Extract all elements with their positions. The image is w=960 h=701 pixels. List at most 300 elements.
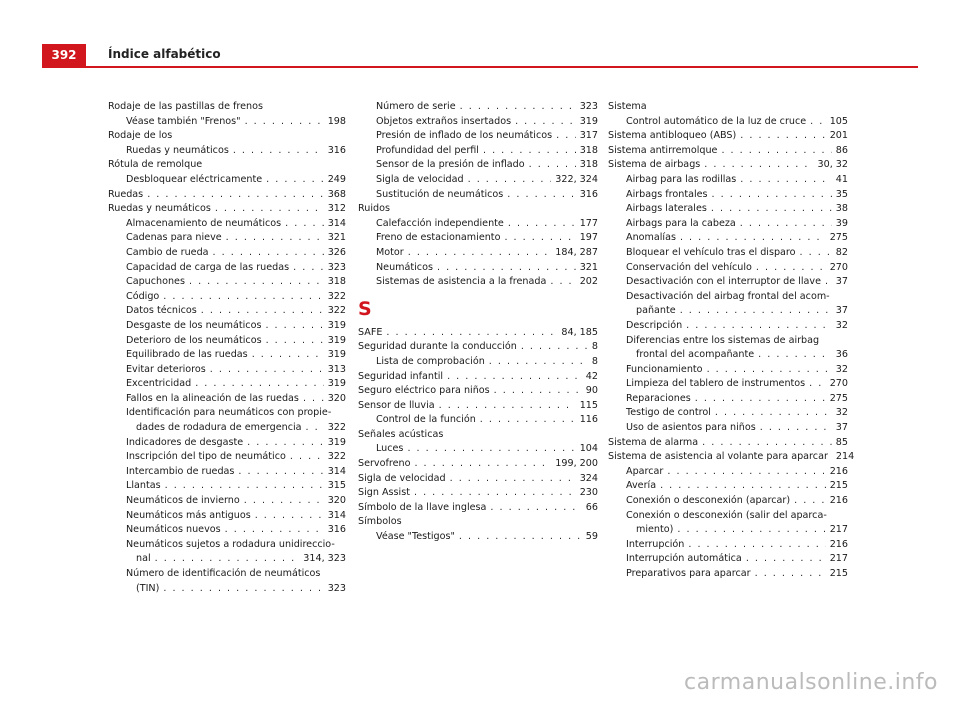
- dot-leader: [660, 479, 826, 494]
- index-entry: [108, 290, 346, 305]
- index-entry-page: 8: [591, 341, 598, 353]
- index-entry: [358, 231, 598, 246]
- index-entry-term: Preparativos para aparcar: [626, 568, 751, 579]
- index-entry-term: Airbags laterales: [626, 203, 707, 215]
- index-entry-page: 316: [327, 144, 346, 156]
- index-entry-page: 319: [327, 378, 346, 390]
- index-entry: [108, 115, 346, 130]
- index-entry-term: dades de rodadura de emergencia: [136, 422, 302, 434]
- dot-leader: [407, 442, 575, 457]
- dot-leader: [408, 246, 552, 261]
- index-entry-term: Anomalías: [626, 232, 676, 244]
- dot-leader: [680, 304, 832, 319]
- index-entry: [108, 509, 346, 524]
- index-entry-term: Véase "Testigos": [376, 531, 455, 543]
- index-entry: [358, 457, 598, 472]
- index-entry: [108, 275, 346, 290]
- index-entry: [608, 217, 848, 232]
- dot-leader: [721, 144, 831, 159]
- index-entry-page: 199, 200: [555, 458, 598, 470]
- index-heading: Símbolos: [358, 516, 402, 528]
- dot-leader: [226, 231, 324, 246]
- dot-leader: [414, 457, 551, 472]
- index-entry: [608, 567, 848, 582]
- index-entry: [358, 129, 598, 144]
- index-entry-page: 215: [829, 568, 848, 579]
- dot-leader: [245, 115, 324, 130]
- dot-leader: [460, 100, 576, 115]
- index-column-1: [108, 100, 346, 596]
- index-entry: [608, 523, 848, 538]
- index-entry-page: 315: [327, 480, 346, 492]
- watermark: carmanualsonline.info: [684, 670, 938, 695]
- dot-leader: [266, 334, 324, 349]
- index-entry-term: Equilibrado de las ruedas: [126, 349, 248, 361]
- index-entry-page: 42: [585, 370, 598, 382]
- index-entry-term: Interrupción: [626, 538, 685, 550]
- dot-leader: [550, 275, 575, 290]
- index-entry-term: Sensor de lluvia: [358, 399, 435, 411]
- index-entry-page: 84, 185: [561, 326, 598, 338]
- index-entry: [608, 231, 848, 246]
- index-entry-page: 115: [579, 399, 598, 411]
- dot-leader: [702, 436, 832, 451]
- dot-leader: [556, 129, 576, 144]
- index-entry: [608, 377, 848, 392]
- index-entry: [608, 494, 848, 509]
- dot-leader: [414, 486, 576, 501]
- index-entry: [358, 246, 598, 261]
- dot-leader: [504, 231, 575, 246]
- dot-leader: [147, 188, 324, 203]
- index-entry-term: Funcionamiento: [626, 363, 703, 375]
- index-entry-page: 82: [835, 246, 848, 258]
- index-entry: [358, 173, 598, 188]
- index-entry: [108, 392, 346, 407]
- dot-leader: [293, 261, 324, 276]
- dot-leader: [715, 406, 832, 421]
- index-entry-term: Motor: [376, 246, 404, 258]
- index-entry-term: Neumáticos: [376, 261, 433, 273]
- index-entry-page: 316: [327, 524, 346, 536]
- index-entry: [108, 421, 346, 436]
- index-entry: [358, 115, 598, 130]
- dot-leader: [704, 158, 813, 173]
- index-entry: [108, 217, 346, 232]
- index-entry-page: 184, 287: [555, 246, 598, 258]
- index-entry: [358, 144, 598, 159]
- dot-leader: [244, 494, 324, 509]
- dot-leader: [195, 377, 323, 392]
- dot-leader: [740, 129, 825, 144]
- index-entry: [608, 392, 848, 407]
- dot-leader: [238, 465, 323, 480]
- index-entry: [358, 355, 598, 370]
- index-entry: [358, 158, 598, 173]
- dot-leader: [386, 326, 557, 341]
- index-entry-term: Sistema de asistencia al volante para aparcar: [608, 451, 828, 463]
- index-entry-term: Conservación del vehículo: [626, 261, 752, 273]
- index-entry: [108, 173, 346, 188]
- dot-leader: [450, 472, 576, 487]
- index-entry-term: Desactivación con el interruptor de llave: [626, 276, 822, 288]
- index-heading: Rótula de remolque: [108, 159, 203, 171]
- index-entry-term: Neumáticos de invierno: [126, 495, 240, 507]
- index-entry-page: 249: [327, 173, 346, 185]
- index-entry: [358, 501, 598, 516]
- index-entry-term: Sigla de velocidad: [376, 173, 464, 185]
- dot-leader: [225, 523, 324, 538]
- index-entry-term: Control automático de la luz de cruce: [626, 115, 807, 127]
- index-entry-term: Sigla de velocidad: [358, 472, 446, 484]
- index-entry: [108, 450, 346, 465]
- index-entry: [608, 421, 848, 436]
- index-heading: Sistema: [608, 101, 647, 112]
- index-entry: [358, 188, 598, 203]
- index-entry-page: 318: [579, 159, 598, 171]
- index-entry-term: Airbags para la cabeza: [626, 217, 736, 229]
- index-entry-page: 323: [579, 101, 598, 112]
- index-heading: Neumáticos sujetos a rodadura unidireccio-: [126, 538, 335, 550]
- index-entry: [358, 442, 598, 457]
- index-entry-page: 319: [327, 334, 346, 346]
- dot-leader: [707, 363, 832, 378]
- index-entry: [608, 115, 848, 130]
- dot-leader: [800, 246, 832, 261]
- dot-leader: [825, 275, 832, 290]
- index-entry-term: Ruedas y neumáticos: [108, 203, 211, 215]
- index-entry-page: 217: [829, 524, 848, 536]
- index-entry: [358, 326, 598, 341]
- index-entry-term: Limpieza del tablero de instrumentos: [626, 378, 806, 390]
- index-entry-page: 319: [579, 115, 598, 127]
- index-entry-term: pañante: [636, 305, 676, 317]
- index-entry-term: Control de la función: [376, 414, 476, 426]
- index-entry-page: 319: [327, 319, 346, 331]
- index-entry-term: Avería: [626, 480, 657, 492]
- dot-leader: [210, 363, 324, 378]
- index-entry: [608, 275, 848, 290]
- index-entry: [108, 202, 346, 217]
- index-entry-term: Ruedas y neumáticos: [126, 144, 229, 156]
- index-entry-page: 32: [835, 407, 848, 419]
- index-entry: [608, 436, 848, 451]
- index-entry: [108, 479, 346, 494]
- index-entry-term: Lista de comprobación: [376, 355, 485, 367]
- dot-leader: [695, 392, 826, 407]
- index-heading: Conexión o desconexión (salir del aparca-: [626, 509, 827, 521]
- dot-leader: [686, 319, 832, 334]
- index-entry-page: 324: [579, 472, 598, 484]
- index-entry-page: 37: [835, 422, 848, 434]
- index-entry-page: 59: [585, 531, 598, 543]
- index-entry-page: 318: [327, 276, 346, 288]
- index-entry: [108, 348, 346, 363]
- index-entry-term: Datos técnicos: [126, 305, 197, 317]
- index-entry: [108, 304, 346, 319]
- index-entry-page: 313: [327, 363, 346, 375]
- index-entry: [358, 370, 598, 385]
- index-entry: [358, 261, 598, 276]
- index-entry-term: Aparcar: [626, 465, 664, 477]
- index-entry: [358, 100, 598, 115]
- page-title: Índice alfabético: [108, 47, 221, 61]
- index-entry-term: Freno de estacionamiento: [376, 232, 501, 244]
- index-entry-page: 270: [829, 261, 848, 273]
- index-entry-page: 30, 32: [817, 159, 848, 171]
- dot-leader: [794, 494, 826, 509]
- page-number: 392: [42, 44, 86, 66]
- index-heading: Ruidos: [358, 203, 390, 215]
- index-entry-page: 322: [327, 290, 346, 302]
- index-entry-term: Objetos extraños insertados: [376, 115, 512, 127]
- dot-leader: [163, 290, 323, 305]
- index-heading: Desactivación del airbag frontal del acom-: [626, 290, 830, 302]
- index-entry-term: Descripción: [626, 319, 683, 331]
- index-entry: [108, 246, 346, 261]
- dot-leader: [247, 436, 324, 451]
- dot-leader: [163, 582, 323, 597]
- index-entry-page: 322: [327, 422, 346, 434]
- index-entry: [108, 261, 346, 276]
- index-entry-term: Cambio de rueda: [126, 246, 209, 258]
- index-entry: [108, 582, 346, 597]
- index-entry-page: 230: [579, 487, 598, 499]
- index-entry-term: Servofreno: [358, 458, 411, 470]
- index-entry: [608, 158, 848, 173]
- index-entry-term: Neumáticos nuevos: [126, 524, 221, 536]
- index-entry-page: 323: [327, 582, 346, 594]
- index-entry-term: Evitar deterioros: [126, 363, 206, 375]
- index-entry-page: 37: [835, 305, 848, 317]
- index-entry-term: Excentricidad: [126, 378, 192, 390]
- index-entry: [608, 450, 855, 465]
- index-entry-page: 86: [835, 144, 848, 156]
- dot-leader: [521, 340, 588, 355]
- index-entry-page: 275: [829, 232, 848, 244]
- index-entry-page: 275: [829, 392, 848, 404]
- index-entry: [108, 363, 346, 378]
- index-entry-term: Sensor de la presión de inflado: [376, 159, 525, 171]
- index-heading: Señales acústicas: [358, 428, 444, 440]
- dot-leader: [755, 567, 826, 582]
- dot-leader: [515, 115, 576, 130]
- index-entry: [108, 231, 346, 246]
- index-entry-term: Símbolo de la llave inglesa: [358, 501, 487, 513]
- index-entry-page: 38: [835, 203, 848, 215]
- index-entry-page: 314: [327, 217, 346, 229]
- index-entry: [108, 436, 346, 451]
- dot-leader: [688, 538, 825, 553]
- index-entry: [608, 363, 848, 378]
- dot-leader: [285, 217, 324, 232]
- index-entry-term: Conexión o desconexión (aparcar): [626, 495, 791, 507]
- index-entry: [358, 275, 598, 290]
- index-entry-page: 321: [327, 232, 346, 244]
- index-entry-term: Intercambio de ruedas: [126, 465, 235, 477]
- index-entry-term: Llantas: [126, 480, 161, 492]
- dot-leader: [760, 421, 832, 436]
- index-entry-term: Sistema de alarma: [608, 436, 699, 448]
- index-entry-term: Número de serie: [376, 101, 456, 112]
- index-entry-page: 316: [579, 188, 598, 200]
- index-entry-term: Capacidad de carga de las ruedas: [126, 261, 290, 273]
- index-entry-term: SAFE: [358, 326, 383, 338]
- index-entry-term: Sistema antirremolque: [608, 144, 718, 156]
- index-entry-page: 105: [829, 115, 848, 127]
- index-entry-term: Uso de asientos para niños: [626, 422, 756, 434]
- index-heading: Número de identificación de neumáticos: [126, 568, 321, 579]
- index-entry-page: 314: [327, 465, 346, 477]
- dot-leader: [459, 530, 582, 545]
- index-entry-page: 66: [585, 501, 598, 513]
- index-entry-term: Sistema de airbags: [608, 159, 701, 171]
- index-entry-term: Sistema antibloqueo (ABS): [608, 130, 737, 142]
- index-entry-term: Luces: [376, 443, 404, 455]
- dot-leader: [266, 173, 324, 188]
- index-entry-term: Indicadores de desgaste: [126, 436, 244, 448]
- index-entry: [358, 217, 598, 232]
- index-entry-page: 85: [835, 436, 848, 448]
- index-entry-term: Calefacción independiente: [376, 217, 504, 229]
- index-entry-term: Profundidad del perfil: [376, 144, 479, 156]
- dot-leader: [667, 465, 825, 480]
- index-heading: Diferencias entre los sistemas de airbag: [626, 334, 820, 346]
- page-header: [0, 44, 960, 68]
- index-entry: [608, 261, 848, 276]
- dot-leader: [490, 501, 581, 516]
- index-entry-term: Inscripción del tipo de neumático: [126, 451, 286, 463]
- index-entry-page: 8: [591, 355, 598, 367]
- index-entry: [358, 472, 598, 487]
- dot-leader: [494, 384, 582, 399]
- index-entry-page: 35: [835, 188, 848, 200]
- dot-leader: [233, 144, 324, 159]
- index-entry-term: Capuchones: [126, 276, 185, 288]
- index-entry-page: 37: [835, 276, 848, 288]
- index-entry-page: 312: [327, 203, 346, 215]
- index-entry: [358, 530, 598, 545]
- dot-leader: [306, 421, 324, 436]
- index-entry: [608, 479, 848, 494]
- index-entry-page: 41: [835, 173, 848, 185]
- index-entry: [608, 319, 848, 334]
- index-entry-term: Interrupción automática: [626, 553, 742, 565]
- index-entry-page: 90: [585, 385, 598, 397]
- index-entry-page: 314: [327, 509, 346, 521]
- index-entry-page: 197: [579, 232, 598, 244]
- index-entry-page: 318: [579, 144, 598, 156]
- dot-leader: [483, 144, 576, 159]
- dot-leader: [447, 370, 582, 385]
- dot-leader: [165, 479, 324, 494]
- index-entry: [608, 202, 848, 217]
- index-entry-term: Seguro eléctrico para niños: [358, 385, 490, 397]
- index-entry: [358, 384, 598, 399]
- dot-leader: [508, 217, 576, 232]
- index-entry-page: 216: [829, 538, 848, 550]
- index-entry: [608, 129, 848, 144]
- dot-leader: [215, 202, 324, 217]
- dot-leader: [480, 413, 576, 428]
- dot-leader: [507, 188, 575, 203]
- index-entry: [108, 334, 346, 349]
- index-entry-page: 317: [579, 130, 598, 142]
- index-heading: Rodaje de los: [108, 130, 173, 142]
- index-entry: [358, 413, 598, 428]
- dot-leader: [489, 355, 588, 370]
- index-entry-page: 320: [327, 495, 346, 507]
- index-entry-page: 326: [327, 246, 346, 258]
- index-entry-term: Reparaciones: [626, 392, 691, 404]
- index-entry-term: Ruedas: [108, 188, 144, 200]
- index-entry: [108, 144, 346, 159]
- index-entry: [108, 465, 346, 480]
- index-entry: [608, 188, 848, 203]
- index-entry: [608, 552, 848, 567]
- index-entry-page: 198: [327, 115, 346, 127]
- dot-leader: [740, 217, 832, 232]
- dot-leader: [711, 202, 832, 217]
- dot-leader: [437, 261, 576, 276]
- dot-leader: [529, 158, 576, 173]
- index-entry: [358, 486, 598, 501]
- dot-leader: [155, 552, 300, 567]
- dot-leader: [252, 348, 324, 363]
- index-entry-page: 32: [835, 363, 848, 375]
- dot-leader: [213, 246, 324, 261]
- dot-leader: [265, 319, 323, 334]
- dot-leader: [290, 450, 324, 465]
- index-entry-page: 319: [327, 436, 346, 448]
- index-entry-page: 104: [579, 443, 598, 455]
- index-entry-page: 270: [829, 378, 848, 390]
- index-entry: [608, 246, 848, 261]
- index-entry-page: 214: [835, 451, 855, 463]
- index-entry-term: Desgaste de los neumáticos: [126, 319, 262, 331]
- index-entry-term: Seguridad infantil: [358, 370, 444, 382]
- index-entry-term: Código: [126, 290, 160, 302]
- section-letter: S: [358, 297, 372, 320]
- dot-leader: [809, 377, 826, 392]
- dot-leader: [439, 399, 576, 414]
- index-entry-page: 201: [829, 130, 848, 142]
- index-entry-term: Bloquear el vehículo tras el disparo: [626, 246, 796, 258]
- index-entry-page: 322, 324: [555, 173, 598, 185]
- index-entry-page: 322: [327, 305, 346, 317]
- index-entry-page: 368: [327, 188, 346, 200]
- dot-leader: [756, 261, 826, 276]
- index-entry-term: Sign Assist: [358, 487, 410, 499]
- dot-leader: [468, 173, 552, 188]
- index-column-2: [358, 100, 598, 545]
- index-entry: [108, 188, 346, 203]
- index-entry: [608, 144, 848, 159]
- index-entry-page: 216: [829, 465, 848, 477]
- index-entry-term: Sistemas de asistencia a la frenada: [376, 276, 547, 288]
- index-entry: [608, 348, 848, 363]
- index-entry-page: 177: [579, 217, 598, 229]
- index-entry-page: 116: [579, 414, 598, 426]
- dot-leader: [712, 188, 832, 203]
- index-entry: [358, 399, 598, 414]
- index-entry-term: Airbag para las rodillas: [626, 173, 737, 185]
- index-entry: [608, 538, 848, 553]
- index-entry: [608, 406, 848, 421]
- index-entry-page: 202: [579, 276, 598, 288]
- index-entry-term: Deterioro de los neumáticos: [126, 334, 262, 346]
- index-entry-term: (TIN): [136, 582, 160, 594]
